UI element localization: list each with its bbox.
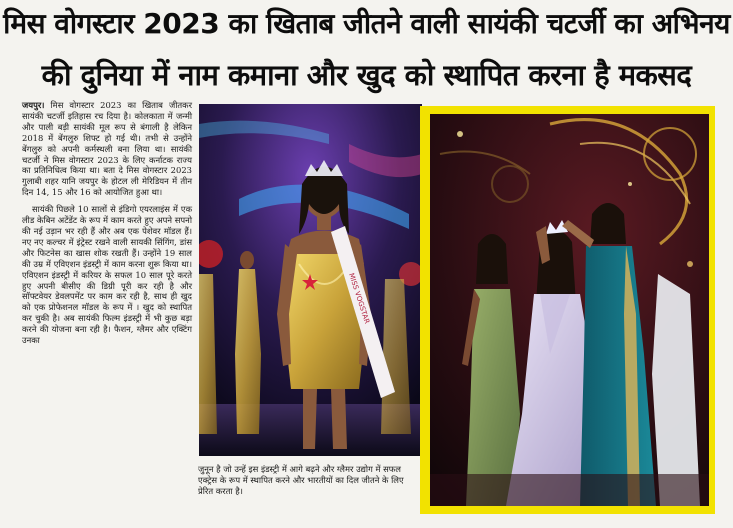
winner-stage-illustration [199,104,422,456]
headline-line-2: की दुनिया में नाम कमाना और खुद को स्थापित करना है मकसद [41,58,692,92]
crowning-photo [430,114,709,506]
sash-text: MISS VOGSTAR [347,272,371,325]
crowning-illustration [430,114,709,506]
winner-stage-photo [199,104,422,456]
headline-line-1: मिस वोगस्टार 2023 का खिताब जीतने वाली सायंकी चटर्जी का अभिनय [3,7,730,40]
dateline: जयपुर। [22,100,45,110]
photo-caption: जुनून है जो उन्हें इस इंडस्ट्री में आगे बढ़ने और ग्लैमर उद्योग में सफल एक्ट्रेस के रूप में स्थापित करने और भारतीयों का दिल जीतने के लिए प्रेरित करता है। [198,464,404,496]
paragraph-1-text: मिस वोगस्टार 2023 का खिताब जीतकर सायंकी चटर्जी इतिहास रच दिया है। कोलकाता में जन्मी और पाली बड़ी सायंकी मूल रूप से बंगाली है लेकिन 2018 में बेंगलुरु शिफ्ट हो गई थी। तभी से उन्होंने बेंगलुरु को अपनी कर्मस्थली बना लिया था। सायंकी चटर्जी ने मिस वोगस्टार 2023 के लिए कर्नाटक राज्य का प्रतिनिधित्व किया था। बता दे मिस वोगस्टार 2023 गुलाबी शहर यानि जयपुर के होटल ली मेरिडियन में तीन दिन 14, 15 और 16 को आयोजित हुआ था। [22,100,192,198]
article-paragraph-1 [22,100,192,198]
article-body [22,100,192,352]
article-paragraph-2: सायंकी पिछले 10 सालों से इंडिगो एयरलाइंस में एक लीड केबिन अटेंडेंट के रूप में काम करते हुए अपने सपनो की नई उड़ान भर रही हैं और अब एक पेशेवर मॉडल हैं। नए नए कल्चर में इंट्रेस्ट रखने वाली सायकी सिंगिंग, डांस और फिटनेस का खास शोक रखती हैं। उन्होंने 19 साल की उम्र में एविएशन इंडस्ट्री में काम करना शुरू किया था। एविएशन इंडस्ट्री में करियर के सफल 10 साल पूरे करते हुए अपनी बीसीए की डिग्री पूरी कर रही है और सॉफ्टवेयर डेवलपमेंट पर काम कर रही है, साथ ही खुद को एक प्रोफेशनल मॉडल के रूप में । खुद को स्थापित कर चुकी है। अब सायंकी फिल्म इंडस्ट्री में भी कुछ बड़ा करने की योजना बना रही है। फैशन, ग्लैमर और एक्टिंग उनका [22,204,192,346]
